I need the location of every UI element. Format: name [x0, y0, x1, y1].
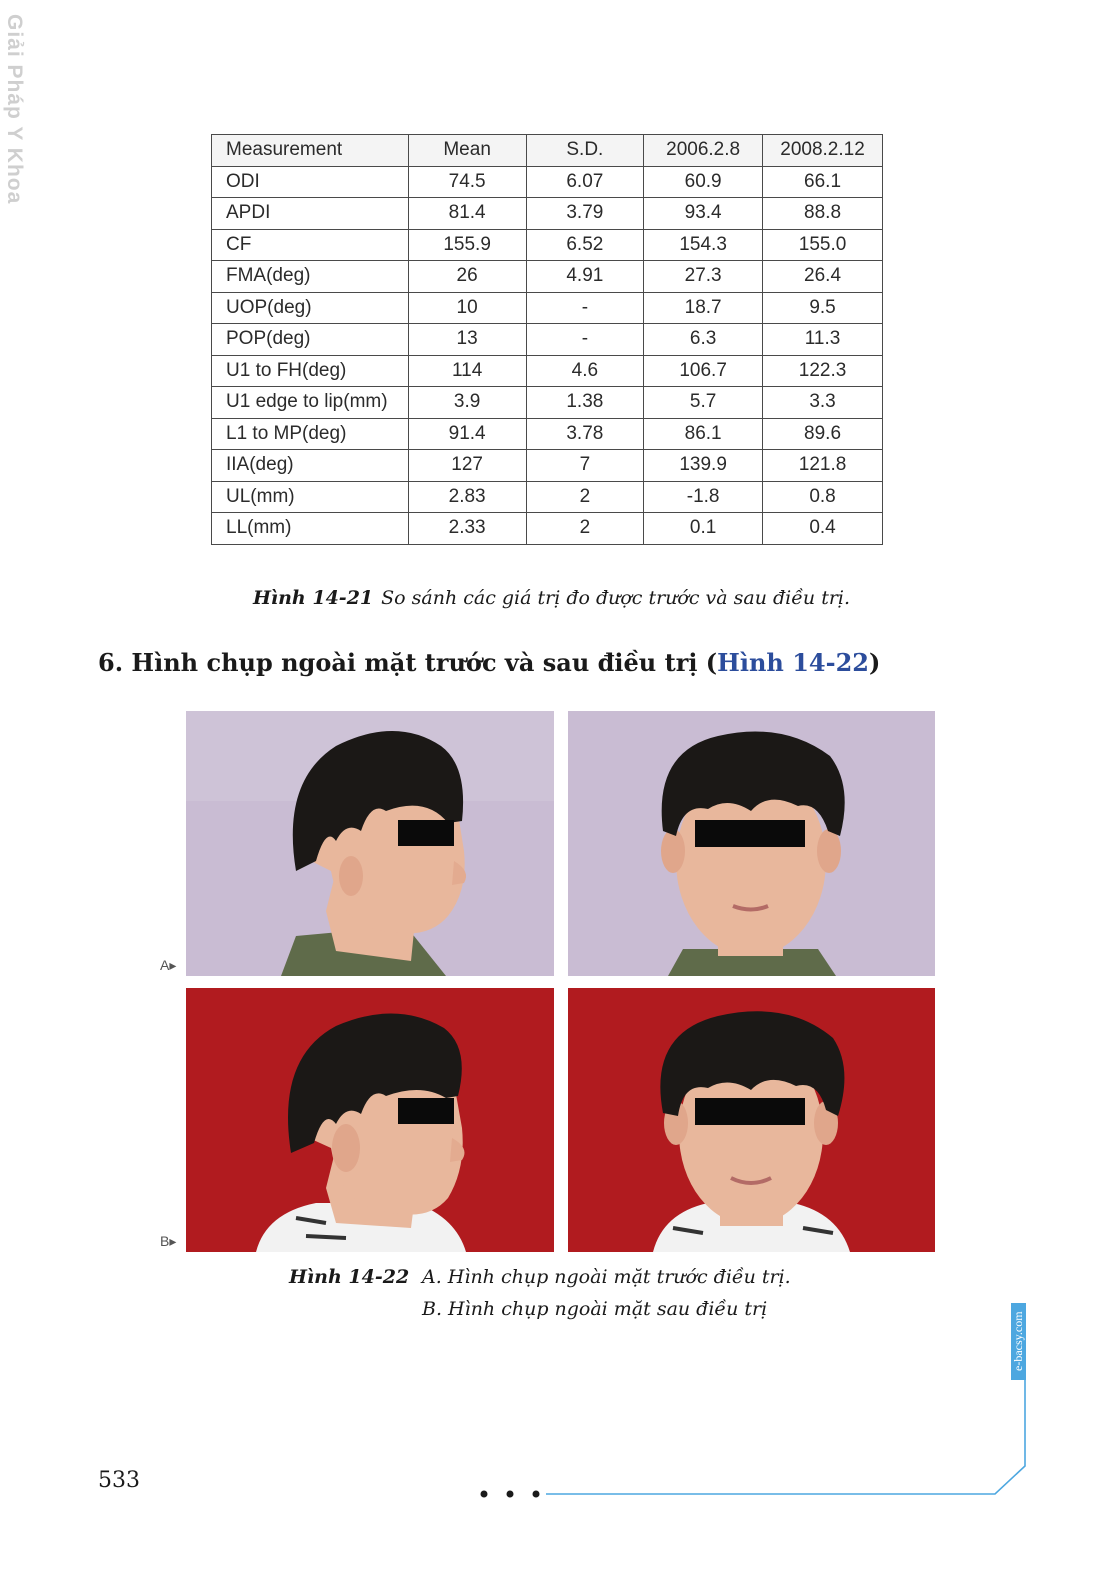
measurement-name-cell: FMA(deg)	[212, 261, 409, 293]
value-cell: 89.6	[763, 418, 883, 450]
table-row	[212, 324, 883, 356]
table-row	[212, 387, 883, 419]
value-cell: 13	[408, 324, 526, 356]
photo-after-frontal	[568, 988, 935, 1252]
value-cell: 4.6	[526, 355, 644, 387]
measurement-name-cell: UL(mm)	[212, 481, 409, 513]
measurement-name-cell: L1 to MP(deg)	[212, 418, 409, 450]
measurement-name-cell: POP(deg)	[212, 324, 409, 356]
value-cell: 26.4	[763, 261, 883, 293]
footer-decoration	[470, 1376, 1070, 1506]
measurement-name-cell: LL(mm)	[212, 513, 409, 545]
table-header-row	[212, 135, 883, 167]
value-cell: 121.8	[763, 450, 883, 482]
table-row	[212, 229, 883, 261]
table-row	[212, 261, 883, 293]
value-cell: 5.7	[644, 387, 763, 419]
value-cell: 18.7	[644, 292, 763, 324]
value-cell: 4.91	[526, 261, 644, 293]
dot-icon	[533, 1491, 540, 1498]
value-cell: 3.78	[526, 418, 644, 450]
table-row	[212, 418, 883, 450]
value-cell: 86.1	[644, 418, 763, 450]
value-cell: 106.7	[644, 355, 763, 387]
caption-label: Hình 14-22	[289, 1266, 410, 1288]
value-cell: 3.3	[763, 387, 883, 419]
censor-bar	[398, 1098, 454, 1124]
header-cell: Measurement	[212, 135, 409, 167]
page-number: 533	[98, 1468, 140, 1493]
header-cell: 2006.2.8	[644, 135, 763, 167]
measurement-table	[211, 134, 883, 545]
measurement-name-cell: U1 to FH(deg)	[212, 355, 409, 387]
caption-line-a: A. Hình chụp ngoài mặt trước điều trị.	[422, 1266, 791, 1288]
value-cell: -	[526, 292, 644, 324]
value-cell: 74.5	[408, 166, 526, 198]
photo-after-profile	[186, 988, 554, 1252]
site-tab: e-bacsy.com	[1011, 1303, 1026, 1380]
value-cell: 88.8	[763, 198, 883, 230]
value-cell: -	[526, 324, 644, 356]
value-cell: 114	[408, 355, 526, 387]
measurement-name-cell: APDI	[212, 198, 409, 230]
dot-icon	[507, 1491, 514, 1498]
value-cell: 10	[408, 292, 526, 324]
caption-line-b: B. Hình chụp ngoài mặt sau điều trị	[422, 1298, 768, 1320]
measurement-name-cell: IIA(deg)	[212, 450, 409, 482]
table-row	[212, 198, 883, 230]
value-cell: 60.9	[644, 166, 763, 198]
figure-link[interactable]: Hình 14-22	[717, 648, 869, 677]
value-cell: 11.3	[763, 324, 883, 356]
value-cell: 27.3	[644, 261, 763, 293]
value-cell: 155.0	[763, 229, 883, 261]
photo-before-profile	[186, 711, 554, 976]
value-cell: 2	[526, 513, 644, 545]
value-cell: 127	[408, 450, 526, 482]
value-cell: 6.07	[526, 166, 644, 198]
measurement-name-cell: UOP(deg)	[212, 292, 409, 324]
value-cell: 2.33	[408, 513, 526, 545]
watermark-text: Giải Pháp Y Khoa	[3, 14, 26, 205]
value-cell: 0.1	[644, 513, 763, 545]
figure-caption-14-21	[0, 587, 1103, 609]
header-cell: Mean	[408, 135, 526, 167]
value-cell: 2.83	[408, 481, 526, 513]
figure-caption-14-22	[289, 1266, 791, 1330]
value-cell: 26	[408, 261, 526, 293]
value-cell: 7	[526, 450, 644, 482]
header-cell: 2008.2.12	[763, 135, 883, 167]
value-cell: 1.38	[526, 387, 644, 419]
section-heading	[98, 648, 880, 677]
header-cell: S.D.	[526, 135, 644, 167]
value-cell: 66.1	[763, 166, 883, 198]
photo-before-frontal	[568, 711, 935, 976]
value-cell: 0.8	[763, 481, 883, 513]
measurement-name-cell: U1 edge to lip(mm)	[212, 387, 409, 419]
table-row	[212, 292, 883, 324]
censor-bar	[695, 1098, 805, 1125]
value-cell: 93.4	[644, 198, 763, 230]
heading-suffix: )	[868, 648, 881, 677]
value-cell: -1.8	[644, 481, 763, 513]
value-cell: 3.9	[408, 387, 526, 419]
value-cell: 6.3	[644, 324, 763, 356]
value-cell: 154.3	[644, 229, 763, 261]
value-cell: 2	[526, 481, 644, 513]
censor-bar	[398, 820, 454, 846]
measurement-name-cell: CF	[212, 229, 409, 261]
table-row	[212, 166, 883, 198]
value-cell: 81.4	[408, 198, 526, 230]
panel-tag-a: A▸	[160, 957, 177, 973]
value-cell: 0.4	[763, 513, 883, 545]
value-cell: 9.5	[763, 292, 883, 324]
value-cell: 3.79	[526, 198, 644, 230]
value-cell: 122.3	[763, 355, 883, 387]
caption-text: So sánh các giá trị đo được trước và sau điều trị.	[381, 587, 851, 609]
value-cell: 91.4	[408, 418, 526, 450]
table-row	[212, 513, 883, 545]
value-cell: 6.52	[526, 229, 644, 261]
measurement-name-cell: ODI	[212, 166, 409, 198]
dot-icon	[481, 1491, 488, 1498]
heading-text: 6. Hình chụp ngoài mặt trước và sau điều trị (	[98, 648, 718, 677]
panel-tag-b: B▸	[160, 1233, 177, 1249]
caption-label: Hình 14-21	[252, 587, 374, 609]
table-row	[212, 481, 883, 513]
table-row	[212, 355, 883, 387]
value-cell: 155.9	[408, 229, 526, 261]
censor-bar	[695, 820, 805, 847]
value-cell: 139.9	[644, 450, 763, 482]
table-row	[212, 450, 883, 482]
